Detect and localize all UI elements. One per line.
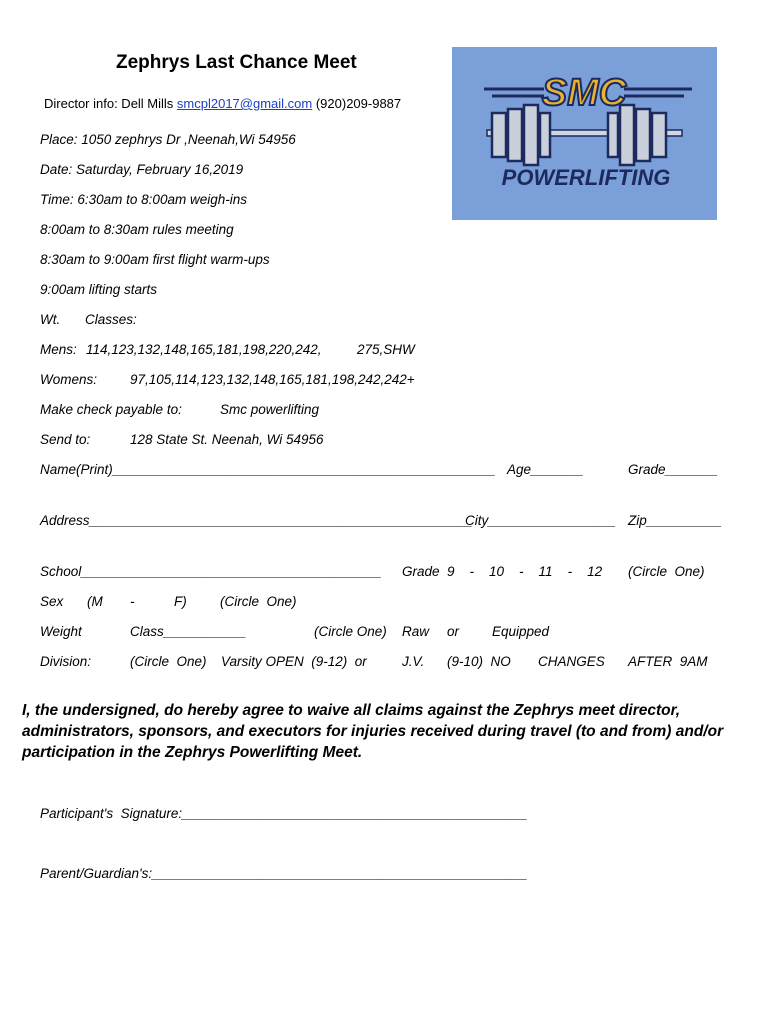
womens-classes: 97,105,114,123,132,148,165,181,198,242,242+ (130, 372, 415, 387)
lifting-start-line: 9:00am lifting starts (40, 282, 158, 297)
weight-class-field[interactable]: Class___________ (130, 624, 247, 639)
or-label: or (447, 624, 460, 639)
weight-circle-one: (Circle One) (314, 624, 387, 639)
logo-tagline: POWERLIFTING (501, 165, 671, 190)
mens-classes-heavy: 275,SHW (357, 342, 415, 357)
sex-label: Sex (40, 594, 64, 609)
changes-label: CHANGES (538, 654, 605, 669)
grade-choice[interactable]: Grade 9 - 10 - 11 - 12 (402, 564, 603, 579)
equipped-option[interactable]: Equipped (492, 624, 550, 639)
zip-field[interactable]: Zip__________ (628, 513, 722, 528)
mens-classes: 114,123,132,148,165,181,198,220,242, (86, 342, 322, 357)
after-label: AFTER 9AM (628, 654, 708, 669)
raw-option[interactable]: Raw (402, 624, 430, 639)
director-email-link[interactable]: smcpl2017@gmail.com (176, 96, 313, 111)
grade-circle-one: (Circle One) (628, 564, 705, 579)
weight-label: Weight (40, 624, 82, 639)
check-payable-value: Smc powerlifting (220, 402, 320, 417)
name-field[interactable]: Name(Print)___________________________________________________ (40, 462, 496, 477)
division-circle-one: (Circle One) (130, 654, 207, 669)
jv-option[interactable]: J.V. (402, 654, 425, 669)
barbell-icon (452, 47, 717, 220)
classes-label: Classes: (85, 312, 137, 327)
weigh-in-line: Time: 6:30am to 8:00am weigh-ins (40, 192, 247, 207)
sex-option-f[interactable]: F) (174, 594, 187, 609)
date-line: Date: Saturday, February 16,2019 (40, 162, 244, 177)
page-title: Zephrys Last Chance Meet (116, 52, 357, 73)
director-info (44, 96, 401, 111)
school-field[interactable]: School________________________________________ (40, 564, 382, 579)
sex-option-m[interactable]: (M (87, 594, 103, 609)
varsity-option[interactable]: Varsity OPEN (9-12) or (221, 654, 367, 669)
logo-brand: SMC (541, 72, 627, 114)
waiver-text: I, the undersigned, do hereby agree to waive all claims against the Zephrys meet director, administrators, sponsors, and executors for injuries received during travel (to and from) and/or participation in the Zephrys Powerlifting Meet. (22, 702, 724, 761)
parent-signature-field[interactable]: Parent/Guardian's:__________________________________________________ (40, 866, 528, 881)
send-to-label: Send to: (40, 432, 91, 447)
wt-label: Wt. (40, 312, 61, 327)
grade-field[interactable]: Grade_______ (628, 462, 719, 477)
jv-grades: (9-10) NO (447, 654, 511, 669)
division-label: Division: (40, 654, 92, 669)
rules-meeting-line: 8:00am to 8:30am rules meeting (40, 222, 234, 237)
smc-powerlifting-logo (452, 47, 717, 220)
sex-dash: - (130, 594, 135, 609)
address-field[interactable]: Address___________________________________________________ (40, 513, 473, 528)
sex-circle-one: (Circle One) (220, 594, 297, 609)
city-field[interactable]: City_________________ (465, 513, 616, 528)
warmups-line: 8:30am to 9:00am first flight warm-ups (40, 252, 270, 267)
director-label: Director info: Dell Mills (44, 96, 177, 111)
send-to-address: 128 State St. Neenah, Wi 54956 (130, 432, 324, 447)
place-line: Place: 1050 zephrys Dr ,Neenah,Wi 54956 (40, 132, 296, 147)
mens-label: Mens: (40, 342, 77, 357)
check-payable-label: Make check payable to: (40, 402, 182, 417)
age-field[interactable]: Age_______ (507, 462, 584, 477)
participant-signature-field[interactable]: Participant's Signature:______________________________________________ (40, 806, 528, 821)
womens-label: Womens: (40, 372, 98, 387)
director-phone: (920)209-9887 (312, 96, 402, 111)
